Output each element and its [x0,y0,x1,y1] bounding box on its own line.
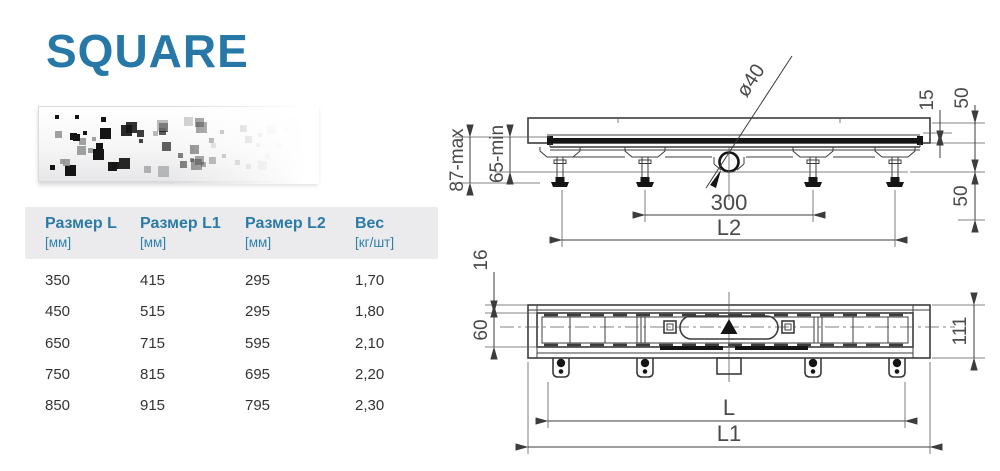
table-column-header: Размер L1 [мм] [140,215,221,250]
table-cell: 815 [140,366,166,384]
table-cell: 295 [245,303,271,321]
dim-height-min: 65-min [487,124,508,184]
table-column-header: Размер L2 [мм] [245,215,326,250]
grate-square [157,120,168,131]
side-view [447,56,985,247]
table-cell: 915 [140,397,166,415]
grate-square [65,165,76,176]
grate-square [144,166,151,173]
photo-fade [169,105,319,184]
dim-upper-offset: 50 [952,87,973,109]
dim-height-max: 87-max [447,128,468,192]
dim-outlet-spacing: 300 [710,190,748,215]
table-row [45,265,438,296]
dim-body-width: 111 [950,316,971,346]
table-row [45,359,438,390]
table-cell: 2,30 [355,397,385,415]
table-cell: 2,20 [355,366,385,384]
table-cell: 715 [140,334,166,352]
grate-square [101,117,106,122]
table-cell: 515 [140,303,166,321]
grate-square [50,165,55,170]
table-cell: 295 [245,271,271,289]
grate-square [63,159,70,166]
grate-square [153,131,158,136]
grate-square [119,158,130,169]
table-column-header: Размер L [мм] [45,215,117,250]
table-column-header: Вес [кг/шт] [355,215,395,250]
table-cell: 350 [45,271,71,289]
table-row [45,390,438,421]
plan-view [471,249,985,454]
table-cell: 2,10 [355,334,385,352]
table-header [25,207,438,259]
table-cell: 795 [245,397,271,415]
dim-length-l: L [722,395,736,420]
grate-square [55,115,59,119]
size-table [25,207,438,422]
grate-square [100,128,111,139]
grate-square [112,162,119,169]
grate-square [93,149,104,160]
table-cell: 650 [45,334,71,352]
grate-square [77,146,86,155]
dim-channel-width: 60 [471,319,492,341]
grate-square [83,131,87,135]
table-cell: 1,70 [355,271,385,289]
dim-grate-depth: 15 [917,89,938,111]
table-row [45,327,438,358]
dim-length-l2: L2 [716,215,742,240]
dim-pipe-diameter: ø40 [732,60,770,102]
dim-length-l1: L1 [716,421,742,446]
table-cell: 450 [45,303,71,321]
table-cell: 1,80 [355,303,385,321]
grate-square [70,133,77,140]
grate-square [139,139,143,143]
table-cell: 850 [45,397,71,415]
table-cell: 415 [140,271,166,289]
table-row [45,296,438,327]
table-cell: 595 [245,334,271,352]
dim-lower-offset: 50 [951,185,972,207]
product-photo [38,106,318,182]
table-cell: 695 [245,366,271,384]
page-title: SQUARE [46,25,249,77]
grate-square [88,148,93,153]
table-body [25,259,438,422]
grate-square [92,137,96,141]
dim-flange-offset: 16 [471,249,492,271]
grate-square [55,131,62,138]
grate-square [75,115,79,119]
grate-square [137,130,144,137]
technical-drawing [440,10,1000,465]
grate-square [121,125,132,136]
table-cell: 750 [45,366,71,384]
grate-square [158,166,169,177]
